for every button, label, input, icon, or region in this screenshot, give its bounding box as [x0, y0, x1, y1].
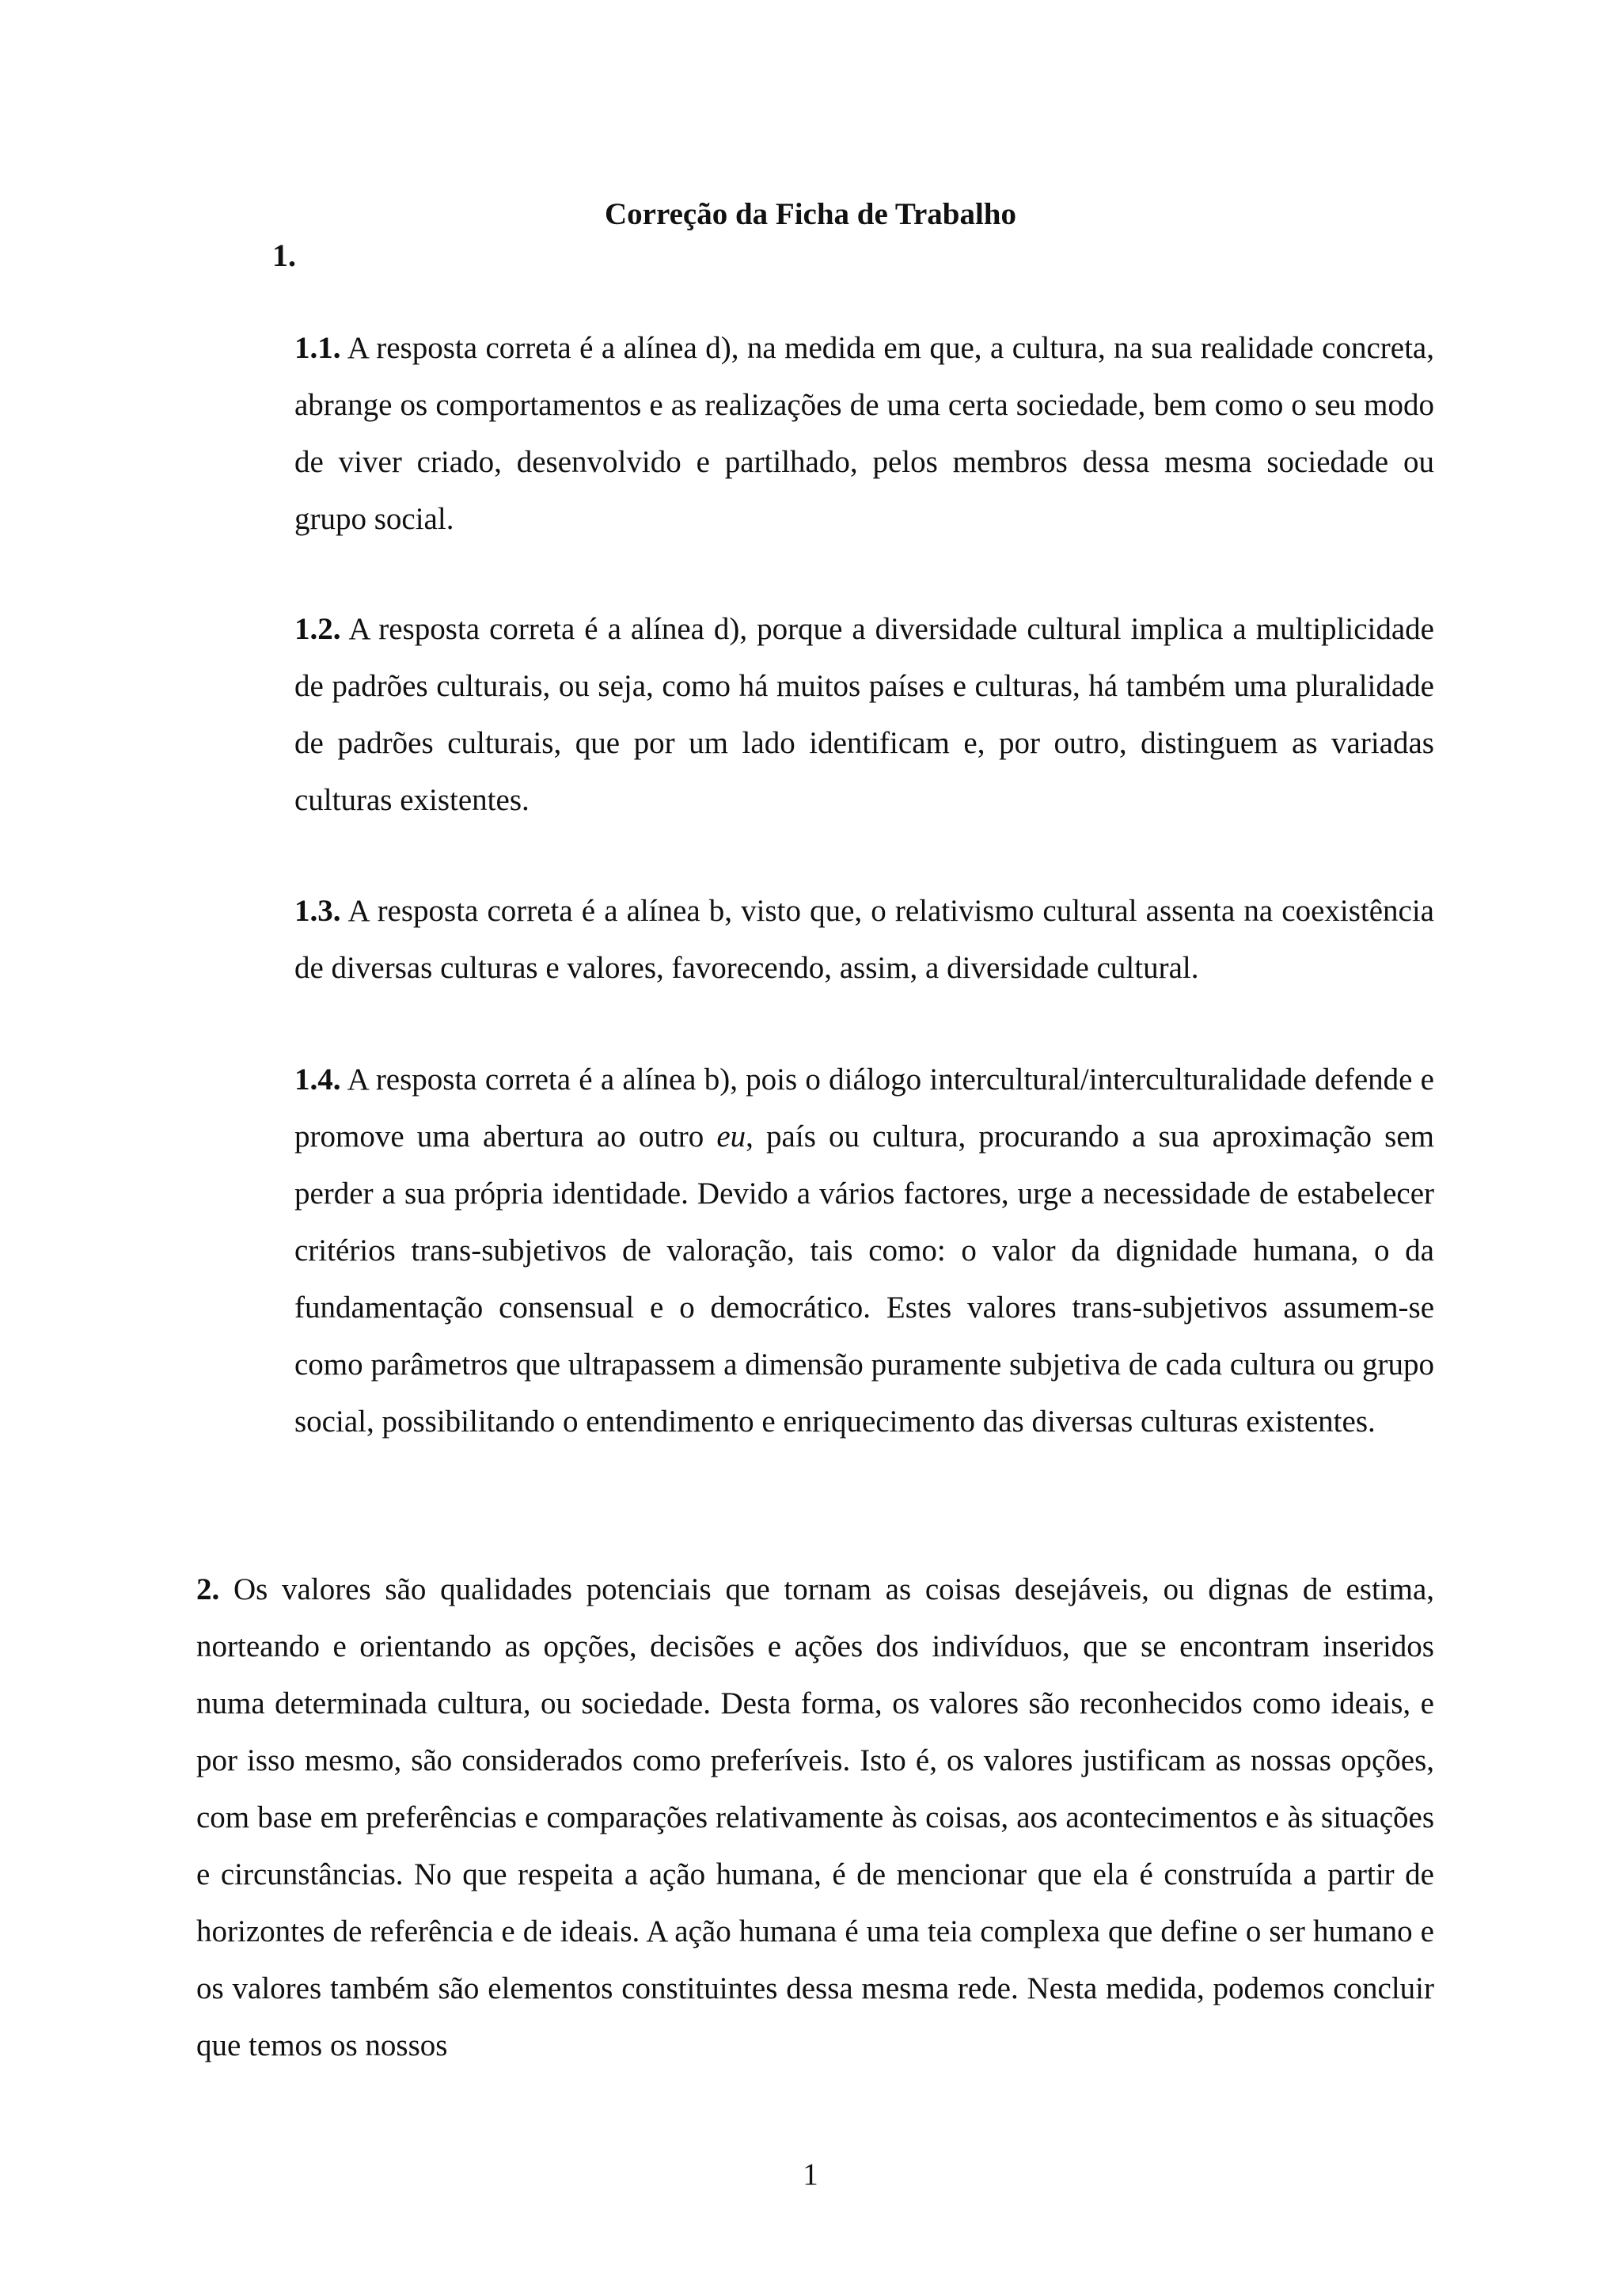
answer-text: Os valores são qualidades potenciais que tornam as coisas desejáveis, ou dignas de estima, norteando e orientando as opções, decisões e ações dos indivíduos, que se encontram inseridos numa determinada cultura, ou sociedade. Desta forma, os valores são reconhecidos como ideais, e por isso mesmo, são considerados como preferíveis. Isto é, os valores justificam as nossas opções, com base em preferências e comparações relativamente às coisas, aos acontecimentos e às situações e circunstâncias. No que respeita a ação humana, é de mencionar que ela é construída a partir de horizontes de referência e de ideais. A ação humana é uma teia complexa que define o ser humano e os valores também são elementos constituintes dessa mesma rede. Nesta medida, podemos concluir que temos os nossos: [196, 1572, 1435, 2062]
document-title: Correção da Ficha de Trabalho: [605, 197, 1016, 231]
answer-label: 1.4.: [294, 1062, 341, 1097]
answer-text: A resposta correta é a alínea d), na medida em que, a cultura, na sua realidade concreta, abrange os comportamentos e as realizações de uma certa sociedade, bem como o seu modo de viver criado, desenvolvido e partilhado, pelos membros dessa mesma sociedade ou grupo social.: [294, 331, 1434, 536]
answer-1-1: [294, 320, 1434, 548]
answer-1-2: [294, 601, 1434, 829]
answer-label: 1.3.: [294, 894, 341, 928]
answer-label: 1.2.: [294, 612, 341, 646]
answer-text-after: , país ou cultura, procurando a sua aproximação sem perder a sua própria identidade. Devido a vários factores, urge a necessidade de estabelecer critérios trans-subjetivos de valoração, tais como: o valor da dignidade humana, o da fundamentação consensual e o democrático. Estes valores trans-subjetivos assumem-se como parâmetros que ultrapassem a dimensão puramente subjetiva de cada cultura ou grupo social, possibilitando o entendimento e enriquecimento das diversas culturas existentes.: [294, 1119, 1435, 1439]
answer-1-3: [294, 883, 1434, 997]
answer-2: [196, 1561, 1434, 2074]
answer-label: 2.: [196, 1572, 220, 1606]
page-number: 1: [803, 2157, 818, 2191]
answer-text: A resposta correta é a alínea b, visto que, o relativismo cultural assenta na coexistência de diversas culturas e valores, favorecendo, assim, a diversidade cultural.: [294, 894, 1434, 985]
answer-label: 1.1.: [294, 331, 341, 365]
emphasis-word: eu: [716, 1119, 746, 1154]
section-number: 1.: [272, 238, 296, 273]
answer-text-before: A resposta correta é a alínea b), pois o diálogo intercultural/interculturalidade defende e promove uma abertura ao outro: [294, 1062, 1434, 1154]
answer-text: A resposta correta é a alínea d), porque a diversidade cultural implica a multiplicidade de padrões culturais, ou seja, como há muitos países e culturas, há também uma pluralidade de padrões culturais, que por um lado identificam e, por outro, distinguem as variadas culturas existentes.: [294, 612, 1434, 817]
answer-1-4: [294, 1051, 1434, 1450]
